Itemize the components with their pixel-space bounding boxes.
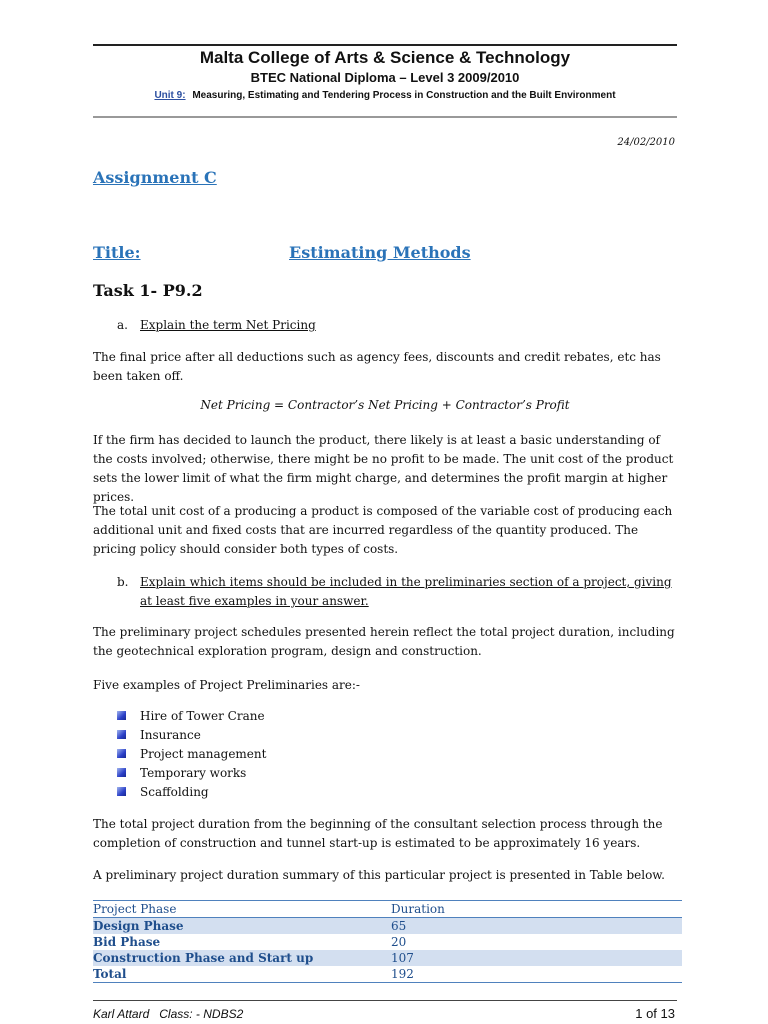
college-name: Malta College of Arts & Science & Technology [199, 48, 571, 67]
bullet-square-icon [117, 787, 126, 796]
paragraph-total-duration: The total project duration from the beginning of the consultant selection process through the completion of construction and tunnel start-up is estimated to be approximately 16 years. [93, 817, 663, 850]
table-cell-phase: Bid Phase [93, 935, 161, 949]
list-item-text: Temporary works [140, 766, 247, 780]
question-a-text: Explain the term Net Pricing [140, 318, 316, 332]
paragraph-total-unit-cost: The total unit cost of a producing a product is composed of the variable cost of producing each additional unit and fixed costs that are incurred regardless of the quantity produced. The pricing policy should consider both types of costs. [93, 504, 673, 556]
footer-author-class: Karl Attard Class: - NDBS2 [93, 1007, 244, 1021]
question-b [93, 573, 677, 611]
table-cell-phase: Total [93, 966, 391, 983]
list-item [93, 764, 266, 783]
title-value: Estimating Methods [289, 243, 471, 262]
table-cell-duration: 65 [391, 918, 682, 935]
paragraph-five-examples: Five examples of Project Preliminaries are:- [93, 678, 360, 692]
list-item [93, 726, 266, 745]
paragraph-unit-cost: If the firm has decided to launch the product, there likely is at least a basic understanding of the costs involved; otherwise, there might be no profit to be made. The unit cost of the product sets the lower limit of what the firm might charge, and determines the profit margin at higher prices. [93, 433, 674, 504]
paragraph-preliminary-schedules: The preliminary project schedules presented herein reflect the total project duration, including the geotechnical exploration program, design and construction. [93, 625, 675, 658]
table-header-row [93, 901, 682, 918]
header-duration: Duration [391, 901, 682, 918]
list-item-text: Hire of Tower Crane [140, 709, 265, 723]
paragraph-net-pricing: The final price after all deductions such as agency fees, discounts and credit rebates, etc has been taken off. [93, 350, 661, 383]
unit-label: Unit 9: [154, 90, 186, 101]
table-cell-phase: Design Phase [93, 918, 391, 935]
paragraph-summary-intro: A preliminary project duration summary of this particular project is presented in Table below. [93, 868, 665, 882]
title-label: Title: [93, 243, 141, 262]
bullet-square-icon [117, 749, 126, 758]
assignment-heading: Assignment C [93, 168, 217, 187]
table-cell-duration: 107 [391, 950, 682, 966]
question-a-marker: a. [117, 318, 128, 332]
table-cell-duration: 20 [391, 935, 407, 949]
course-name: BTEC National Diploma – Level 3 2009/2010 [250, 70, 520, 85]
document-date: 24/02/2010 [617, 137, 675, 148]
bullet-square-icon [117, 730, 126, 739]
bullet-square-icon [117, 768, 126, 777]
header-project-phase: Project Phase [93, 901, 391, 918]
page-number: 1 of 13 [635, 1006, 675, 1021]
preliminaries-list [93, 707, 266, 802]
table-cell-phase: Construction Phase and Start up [93, 950, 391, 966]
task-heading: Task 1- P9.2 [93, 281, 203, 300]
table-row [93, 934, 682, 950]
unit-title: Measuring, Estimating and Tendering Process in Construction and the Built Environment [192, 90, 616, 101]
table-cell-duration: 192 [391, 966, 682, 983]
list-item-text: Project management [140, 747, 267, 761]
table-row [93, 966, 682, 983]
net-pricing-formula: Net Pricing = Contractor’s Net Pricing + Contractor’s Profit [200, 398, 570, 412]
list-item [93, 783, 266, 802]
unit-line [93, 90, 677, 101]
question-a [93, 316, 677, 335]
footer-rule [93, 1000, 677, 1001]
bullet-square-icon [117, 711, 126, 720]
table-row [93, 950, 682, 966]
question-b-text: Explain which items should be included in the preliminaries section of a project, giving at least five examples in your answer. [140, 575, 672, 608]
header-bottom-rule [93, 116, 677, 118]
list-item [93, 707, 266, 726]
header-top-rule [93, 44, 677, 46]
list-item-text: Insurance [140, 728, 201, 742]
duration-table [93, 900, 682, 983]
list-item [93, 745, 266, 764]
question-b-marker: b. [117, 575, 129, 589]
table-row [93, 918, 682, 935]
list-item-text: Scaffolding [140, 785, 209, 799]
